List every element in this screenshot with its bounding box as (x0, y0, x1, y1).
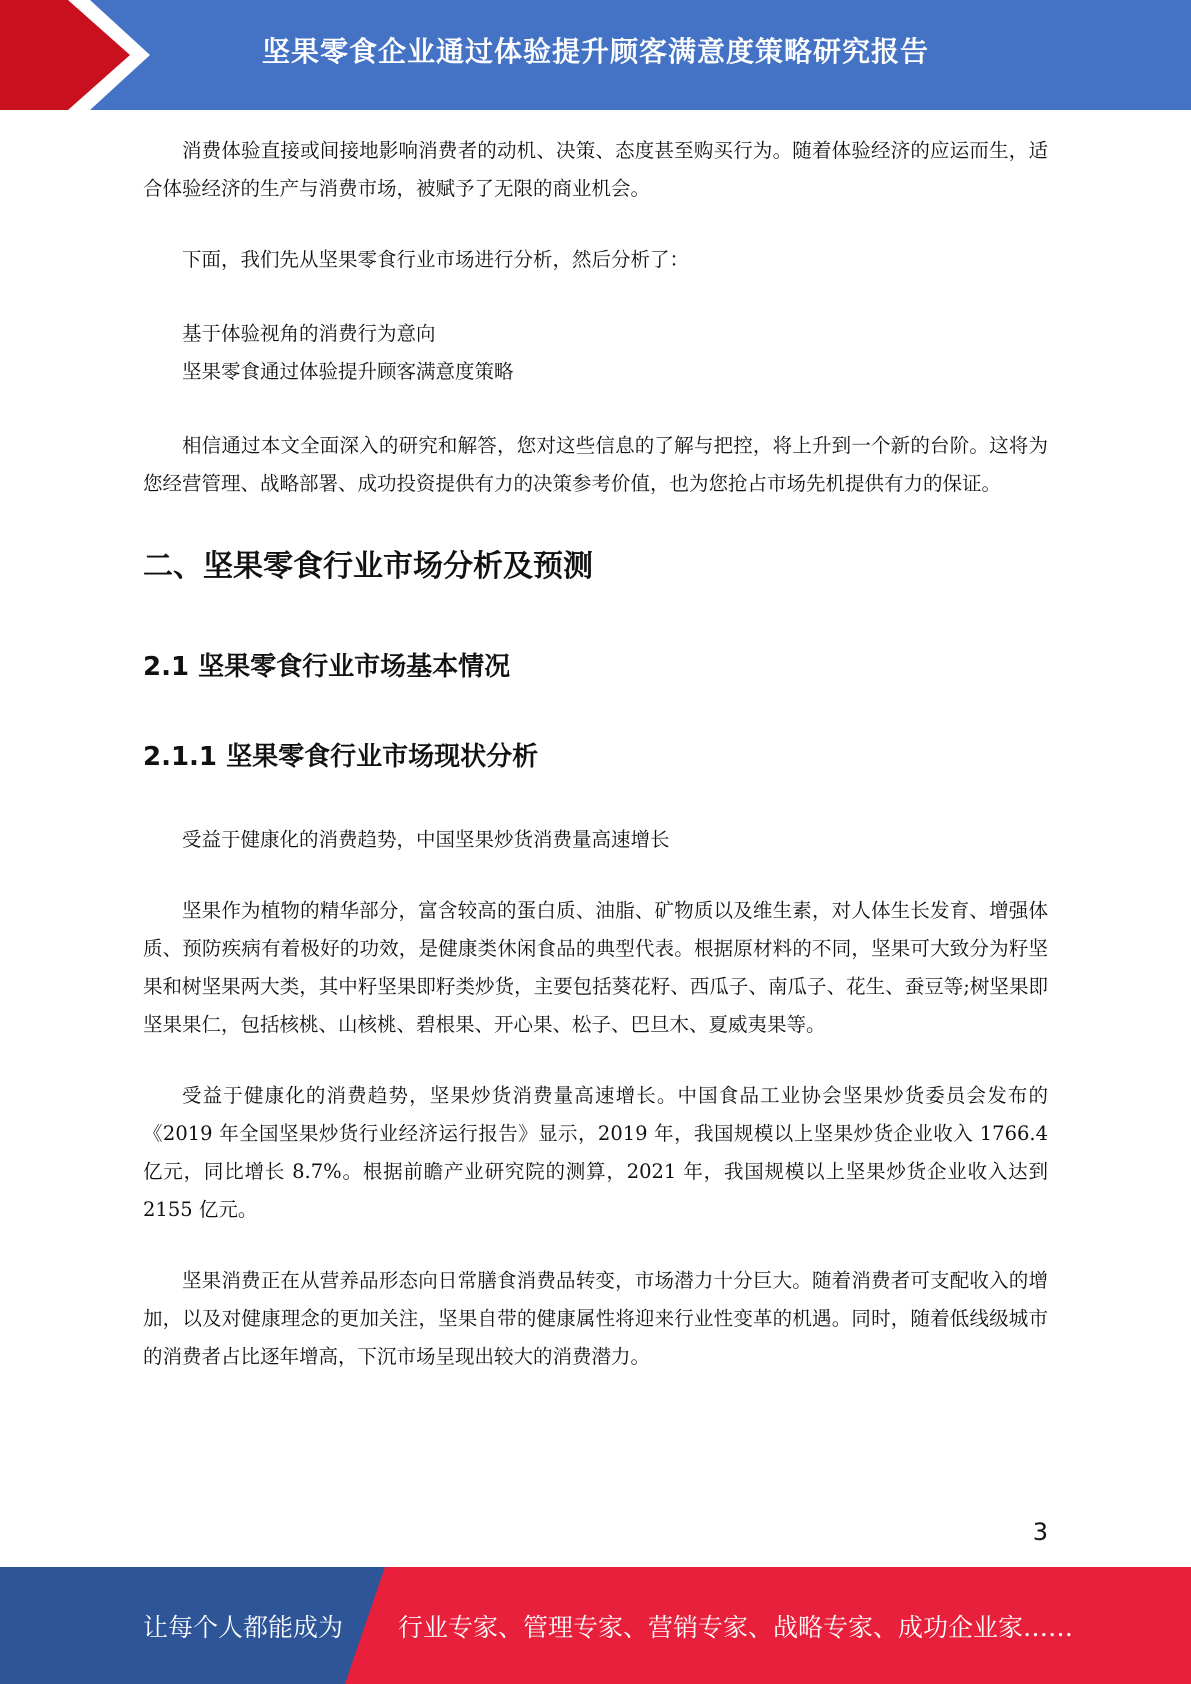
footer-slogan-left: 让每个人都能成为 (143, 1612, 344, 1642)
intro-paragraph-3: 相信通过本文全面深入的研究和解答，您对这些信息的了解与把控，将上升到一个新的台阶。这将为您经营管理、战略部署、成功投资提供有力的决策参考价值，也为您抢占市场先机提供有力的保证。 (143, 434, 1048, 495)
section-heading: 二、坚果零食行业市场分析及预测 (143, 549, 593, 584)
page-header (0, 0, 1191, 110)
header-title: 坚果零食企业通过体验提升顾客满意度策略研究报告 (261, 35, 929, 68)
page-footer (0, 1567, 1191, 1684)
document-body (143, 132, 1048, 1376)
body-paragraph: 受益于健康化的消费趋势，坚果炒货消费量高速增长。中国食品工业协会坚果炒货委员会发布的《2019 年全国坚果炒货行业经济运行报告》显示，2019 年，我国规模以上坚果炒货企业收入 1766.4 亿元，同比增长 8.7%。根据前瞻产业研究院的测算，2021 年，我国规模以上坚果炒货企业收入达到 2155 亿元。 (143, 1084, 1048, 1221)
body-paragraph: 坚果作为植物的精华部分，富含较高的蛋白质、油脂、矿物质以及维生素，对人体生长发育、增强体质、预防疾病有着极好的功效，是健康类休闲食品的典型代表。根据原材料的不同，坚果可大致分为籽坚果和树坚果两大类，其中籽坚果即籽类炒货，主要包括葵花籽、西瓜子、南瓜子、花生、蚕豆等;树坚果即坚果果仁，包括核桃、山核桃、碧根果、开心果、松子、巴旦木、夏威夷果等。 (143, 899, 1048, 1036)
intro-paragraph-2: 下面，我们先从坚果零食行业市场进行分析，然后分析了： (182, 248, 690, 271)
page-number: 3 (1032, 1518, 1048, 1546)
intro-paragraph-1: 消费体验直接或间接地影响消费者的动机、决策、态度甚至购买行为。随着体验经济的应运而生，适合体验经济的生产与消费市场，被赋予了无限的商业机会。 (143, 139, 1048, 200)
subsection-heading: 2.1 坚果零食行业市场基本情况 (143, 652, 511, 682)
body-paragraph: 坚果消费正在从营养品形态向日常膳食消费品转变，市场潜力十分巨大。随着消费者可支配收入的增加，以及对健康理念的更加关注，坚果自带的健康属性将迎来行业性变革的机遇。同时，随着低线级城市的消费者占比逐年增高，下沉市场呈现出较大的消费潜力。 (143, 1269, 1048, 1368)
footer-slogan-right: 行业专家、管理专家、营销专家、战略专家、成功企业家…… (398, 1612, 1074, 1642)
subsubsection-heading: 2.1.1 坚果零食行业市场现状分析 (143, 742, 539, 772)
intro-list-item: 坚果零食通过体验提升顾客满意度策略 (182, 360, 514, 383)
body-paragraph: 受益于健康化的消费趋势，中国坚果炒货消费量高速增长 (182, 828, 670, 851)
intro-list-item: 基于体验视角的消费行为意向 (182, 322, 436, 345)
